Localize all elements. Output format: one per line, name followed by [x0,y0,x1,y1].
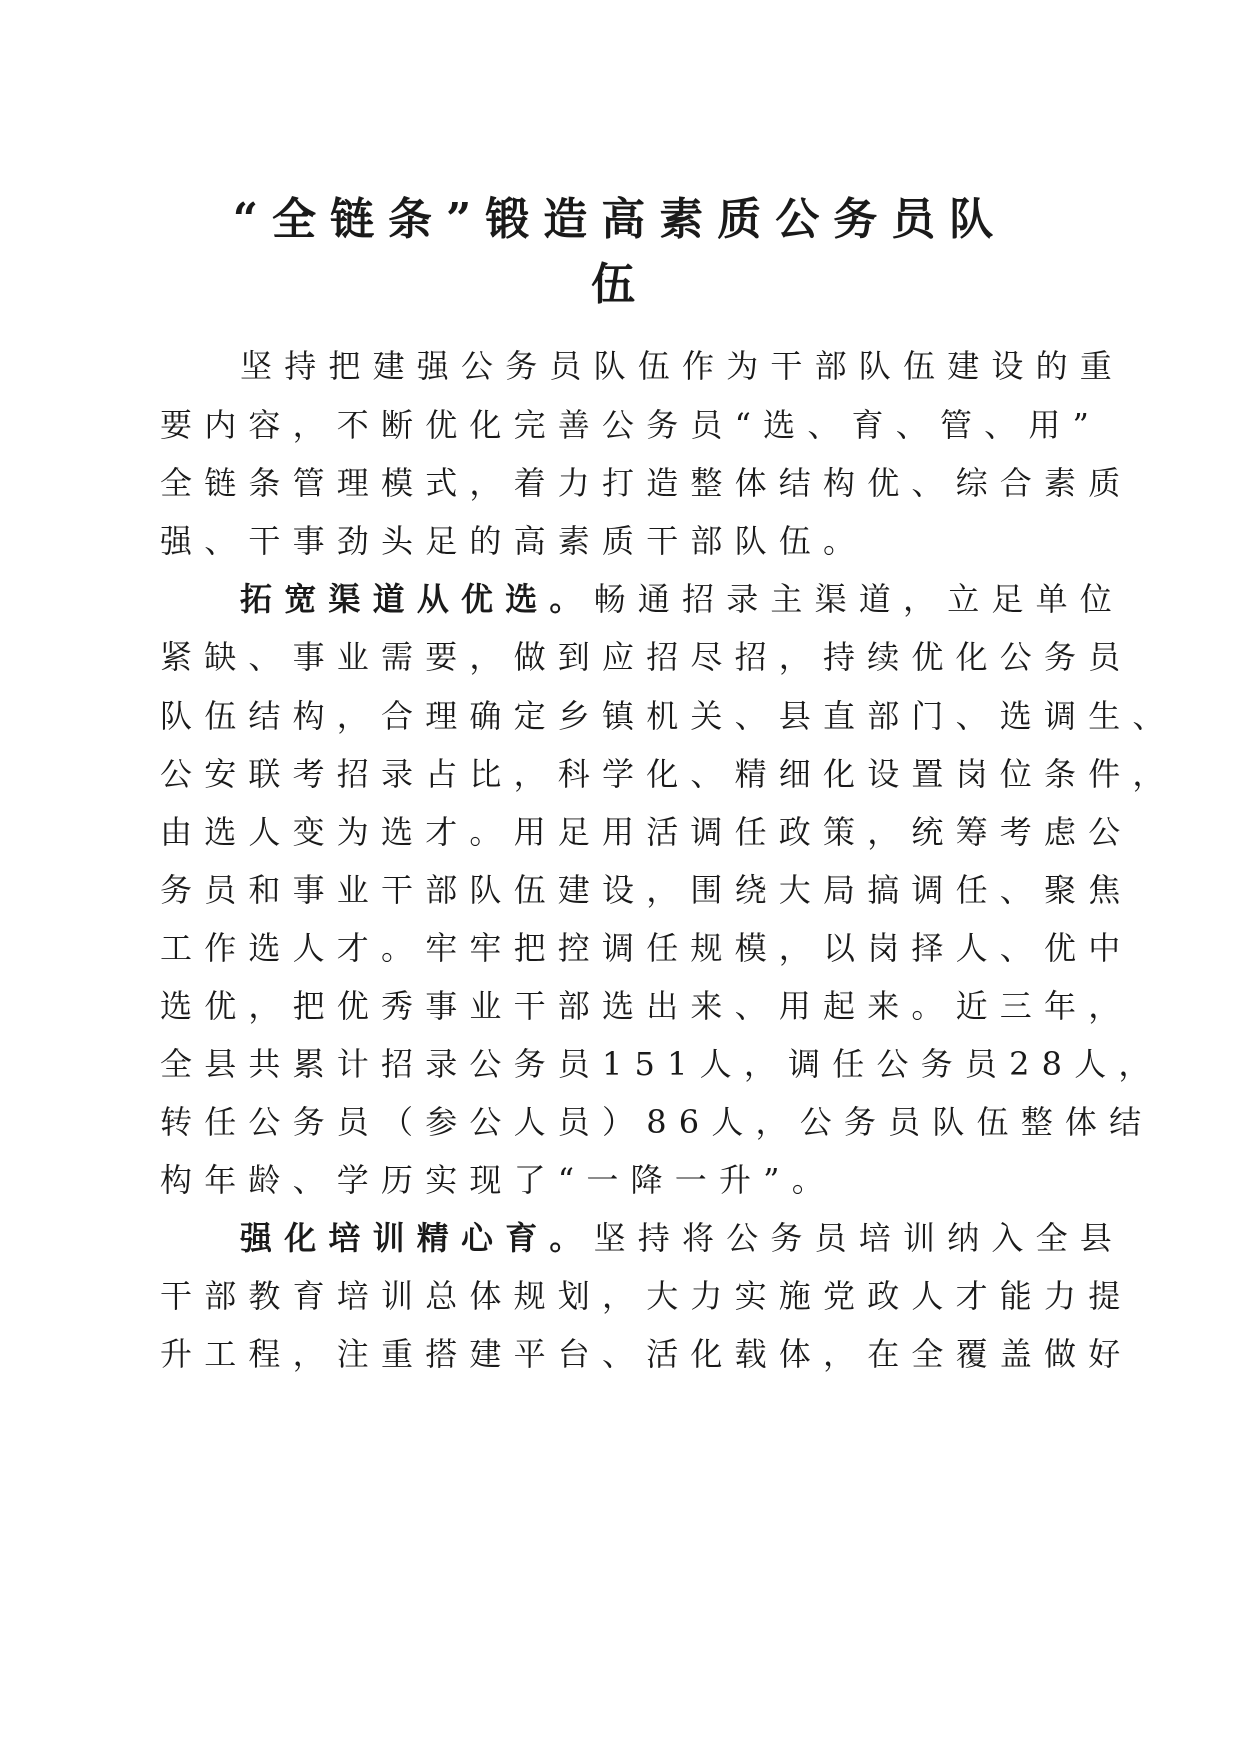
paragraph-2-line-9: 全县共累计招录公务员151人，调任公务员28人， [160,1045,1163,1083]
paragraph-2-line-2: 紧缺、事业需要，做到应招尽招，持续优化公务员 [160,638,1133,676]
paragraph-2-line-1-text: 畅通招录主渠道，立足单位 [593,580,1125,618]
paragraph-3-line-3: 升工程，注重搭建平台、活化载体，在全覆盖做好 [160,1335,1133,1373]
paragraph-2-line-8: 选优，把优秀事业干部选出来、用起来。近三年， [160,987,1133,1025]
paragraph-2-heading: 拓宽渠道从优选。 [240,580,594,618]
paragraph-1-line-4: 强、干事劲头足的高素质干部队伍。 [160,522,868,560]
paragraph-1-line-3: 全链条管理模式，着力打造整体结构优、综合素质 [160,464,1133,502]
paragraph-2-line-3: 队伍结构，合理确定乡镇机关、县直部门、选调生、 [160,697,1177,735]
paragraph-2-line-6: 务员和事业干部队伍建设，围绕大局搞调任、聚焦 [160,871,1133,909]
document-title-line-2: 伍 [591,259,649,310]
paragraph-1-line-2: 要内容，不断优化完善公务员“选、育、管、用” [160,406,1102,444]
paragraph-3-line-2: 干部教育培训总体规划，大力实施党政人才能力提 [160,1277,1133,1315]
paragraph-2-line-11: 构年龄、学历实现了“一降一升”。 [160,1161,836,1199]
paragraph-3-line-1-text: 坚持将公务员培训纳入全县 [593,1219,1125,1257]
paragraph-2-line-7: 工作选人才。牢牢把控调任规模，以岗择人、优中 [160,929,1133,967]
paragraph-2-line-1 [240,579,1140,619]
paragraph-3-line-1 [240,1218,1140,1258]
paragraph-2-line-4: 公安联考招录占比，科学化、精细化设置岗位条件， [160,755,1177,793]
paragraph-3-heading: 强化培训精心育。 [240,1219,594,1257]
paragraph-1-line-1: 坚持把建强公务员队伍作为干部队伍建设的重 [240,347,1125,385]
paragraph-2-line-5: 由选人变为选才。用足用活调任政策，统筹考虑公 [160,813,1133,851]
paragraph-2-line-10: 转任公务员（参公人员）86人，公务员队伍整体结 [160,1103,1154,1141]
document-title-line-1: “全链条”锻造高素质公务员队 [232,194,1008,245]
